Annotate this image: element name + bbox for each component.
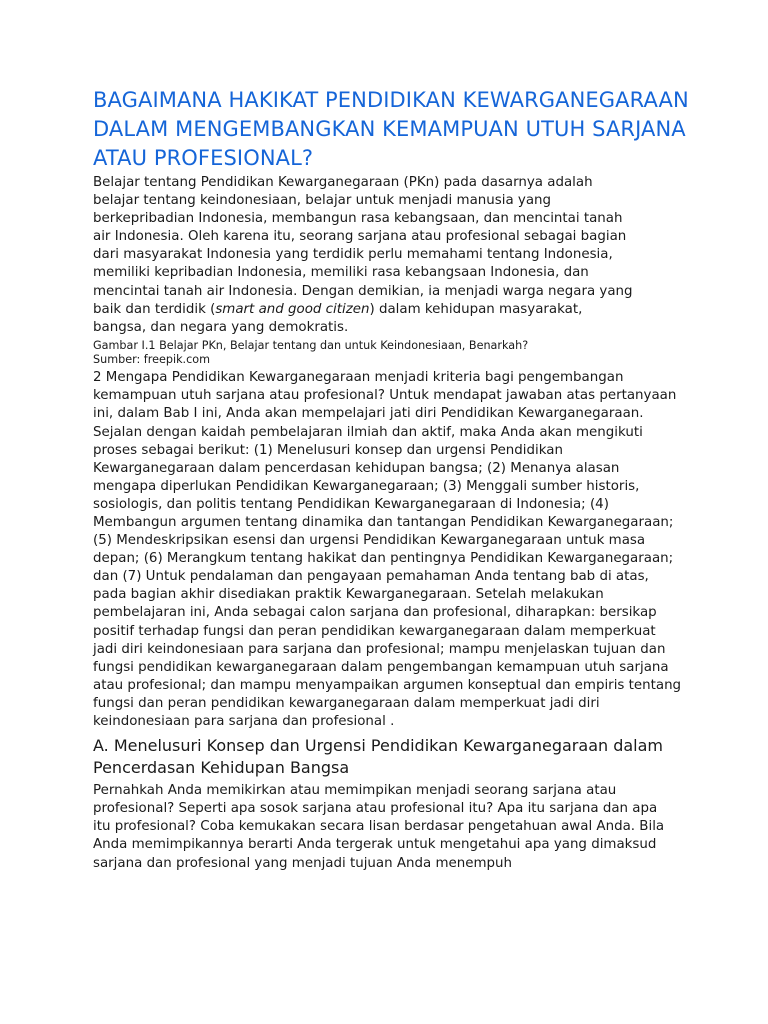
intro-italic-term: smart and good citizen xyxy=(215,301,370,317)
figure-caption xyxy=(93,339,693,367)
section-paragraph: Pernahkah Anda memikirkan atau memimpikan menjadi seorang sarjana atau profesional? Seperti apa sosok sarjana atau profesional itu? Apa itu sarjana dan apa itu profesional? Coba kemukakan secara lisan berdasar pengetahuan awal Anda. Bila Anda memimpikannya berarti Anda tergerak untuk mengetahui apa yang dimaksud sarjana dan profesional yang menjadi tujuan Anda menempuh xyxy=(93,783,665,871)
body-paragraph: 2 Mengapa Pendidikan Kewarganegaraan menjadi kriteria bagi pengembangan kemampuan utuh sarjana atau profesional? Untuk mendapat jawaban atas pertanyaan ini, dalam Bab I ini, Anda akan mempelajari jati diri Pendidikan Kewarganegaraan. Sejalan dengan kaidah pembelajaran ilmiah dan aktif, maka Anda akan mengikuti proses sebagai berikut: (1) Menelusuri konsep dan urgensi Pendidikan Kewarganegaraan dalam pencerdasan kehidupan bangsa; (2) Menanya alasan mengapa diperlukan Pendidikan Kewarganegaraan; (3) Menggali sumber historis, sosiologis, dan politis tentang Pendidikan Kewarganegaraan di Indonesia; (4) Membangun argumen tentang dinamika dan tantangan Pendidikan Kewarganegaraan; (5) Mendeskripsikan esensi dan urgensi Pendidikan Kewarganegaraan untuk masa depan; (6) Merangkum tentang hakikat dan pentingnya Pendidikan Kewarganegaraan; dan (7) Untuk pendalaman dan pengayaan pemahaman Anda tentang bab di atas, pada bagian akhir disediakan praktik Kewarganegaraan. Setelah melakukan pembelajaran ini, Anda sebagai calon sarjana dan profesional, diharapkan: bersikap positif terhadap fungsi dan peran pendidikan kewarganegaraan dalam memperkuat jadi diri keindonesiaan para sarjana dan profesional; mampu menjelaskan tujuan dan fungsi pendidikan kewarganegaraan dalam pengembangan kemampuan utuh sarjana atau profesional; dan mampu menyampaikan argumen konseptual dan empiris tentang fungsi dan peran pendidikan kewarganegaraan dalam memperkuat jadi diri keindonesiaan para sarjana dan profesional . xyxy=(93,370,682,730)
intro-paragraph xyxy=(93,174,633,337)
caption-title: Gambar I.1 Belajar PKn, Belajar tentang dan untuk Keindonesiaan, Benarkah? xyxy=(93,338,529,352)
document-title: BAGAIMANA HAKIKAT PENDIDIKAN KEWARGANEGARAAN DALAM MENGEMBANGKAN KEMAMPUAN UTUH SARJANA ATAU PROFESIONAL? xyxy=(93,88,689,170)
document-page xyxy=(93,86,693,873)
intro-text-end: ) dalam kehidupan masyarakat, bangsa, dan negara yang demokratis. xyxy=(93,301,583,335)
caption-source: Sumber: freepik.com xyxy=(93,353,210,367)
section-heading: A. Menelusuri Konsep dan Urgensi Pendidikan Kewarganegaraan dalam Pencerdasan Kehidupan Bangsa xyxy=(93,736,664,778)
intro-text: Belajar tentang Pendidikan Kewarganegaraan (PKn) pada dasarnya adalah belajar tentang keindonesiaan, belajar untuk menjadi manusia yang berkepribadian Indonesia, membangun rasa kebangsaan, dan mencintai tanah air Indonesia. Oleh karena itu, seorang sarjana atau profesional sebagai bagian dari masyarakat Indonesia yang terdidik perlu memahami tentang Indonesia, memiliki kepribadian Indonesia, memiliki rasa kebangsaan Indonesia, dan mencintai tanah air Indonesia. Dengan demikian, ia menjadi warga negara yang baik dan terdidik ( xyxy=(93,175,633,317)
